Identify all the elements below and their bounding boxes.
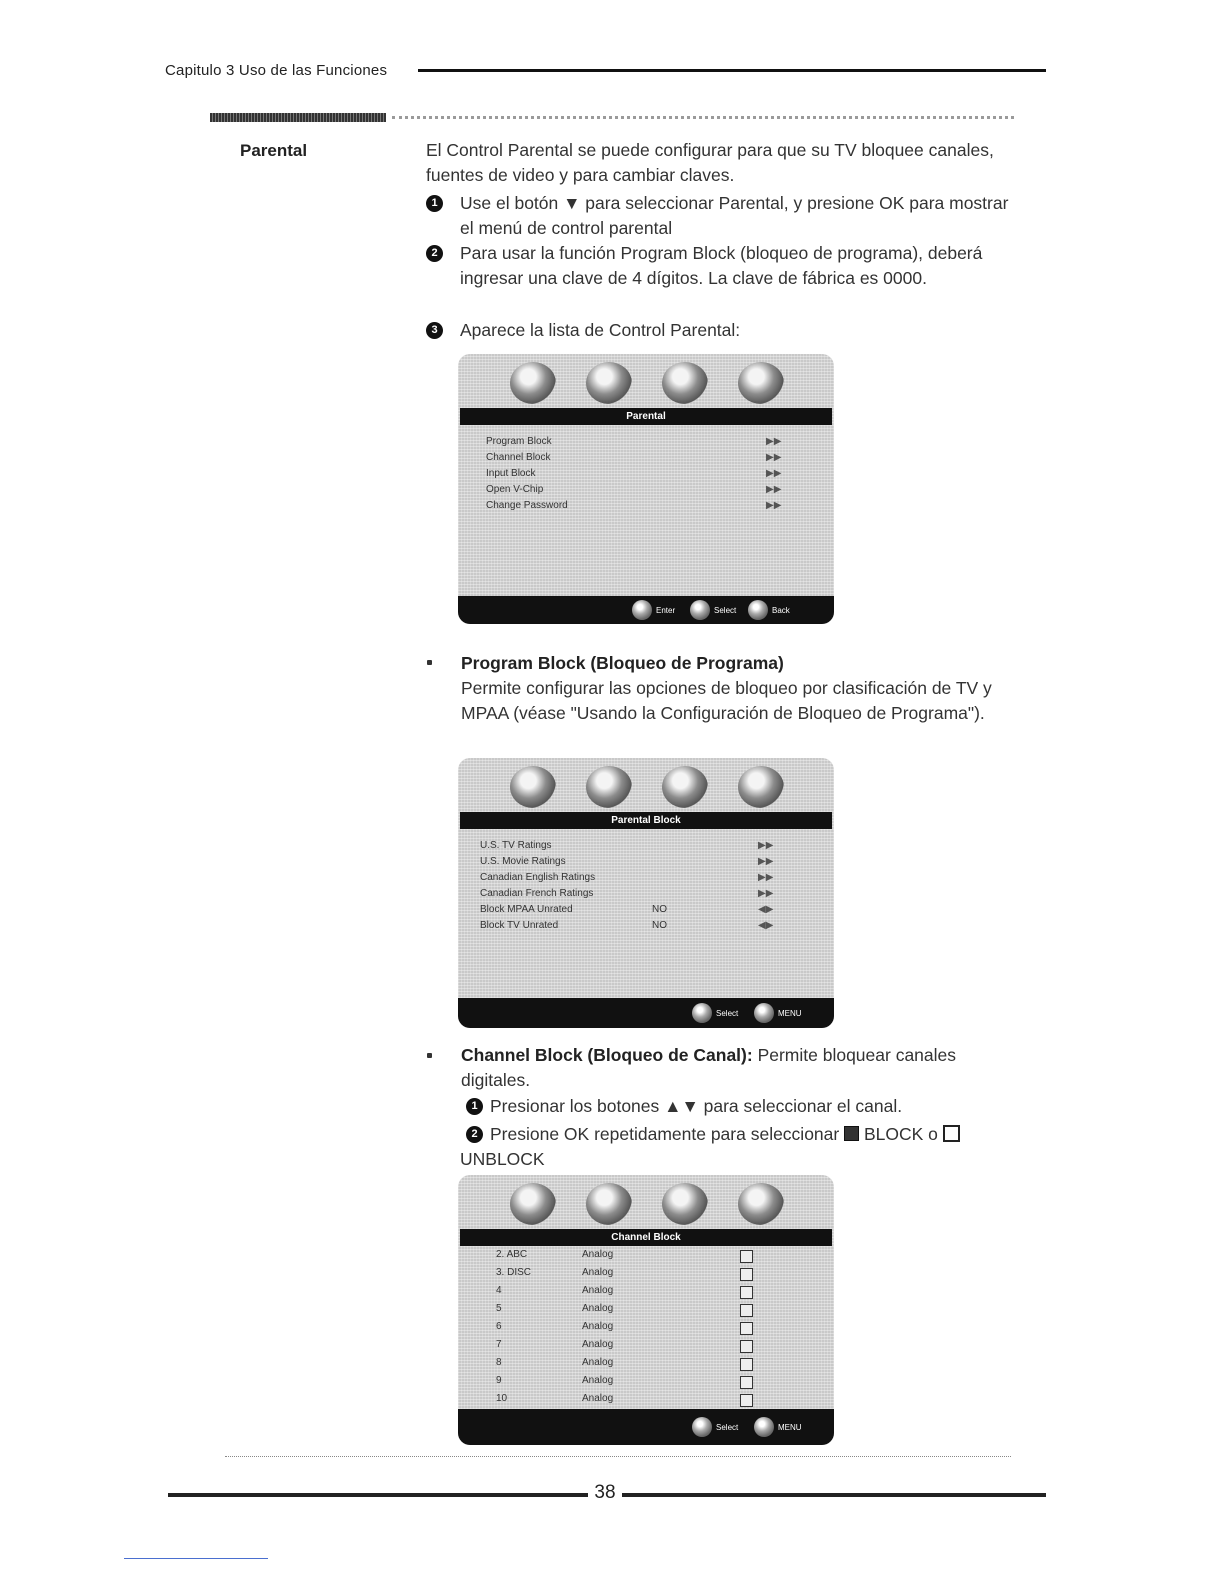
intro-paragraph: El Control Parental se puede configurar para que su TV bloquee canales, fuentes de video y para cambiar claves. — [426, 140, 994, 185]
section-bar — [210, 113, 386, 122]
footer-label-menu: MENU — [778, 1009, 802, 1018]
menu-item[interactable]: Canadian French Ratings — [480, 888, 594, 899]
channel-number[interactable]: 9 — [496, 1375, 502, 1386]
menu-title: Parental Block — [460, 812, 832, 829]
chapter-header: Capitulo 3 Uso de las Funciones — [165, 62, 388, 79]
menu-button-icon — [754, 1417, 774, 1437]
channel-block-menu-screen — [458, 1175, 834, 1445]
step-2-text: Para usar la función Program Block (bloqueo de programa), deberá ingresar una clave de 4 dígitos. La clave de fábrica es 0000. — [460, 243, 983, 288]
picture-icon — [510, 766, 556, 808]
step-number-2: 2 — [426, 245, 443, 262]
channel-step-2-text-before: Presione OK repetidamente para seleccionar — [490, 1124, 840, 1144]
channel-number[interactable]: 10 — [496, 1393, 508, 1404]
menu-icon-bar — [458, 1175, 834, 1231]
bullet — [427, 660, 432, 665]
footer-label-select: Select — [716, 1009, 739, 1018]
arrow-right-icon: ▶▶ — [758, 840, 774, 851]
channel-number[interactable]: 4 — [496, 1285, 502, 1296]
block-label: BLOCK o — [863, 1124, 938, 1144]
step-1-text: Use el botón ▼ para seleccionar Parental, y presione OK para mostrar el menú de control parental — [460, 193, 1009, 238]
arrow-left-right-icon: ◀▶ — [758, 920, 774, 931]
menu-button-icon — [748, 600, 768, 620]
channel-checkbox[interactable] — [740, 1322, 753, 1335]
arrow-right-icon: ▶▶ — [766, 468, 782, 479]
channel-type: Analog — [582, 1357, 614, 1368]
picture-icon — [510, 1183, 556, 1225]
channel-number[interactable]: 7 — [496, 1339, 502, 1350]
channel-type: Analog — [582, 1321, 614, 1332]
footer-rule-right — [622, 1493, 1046, 1497]
step-number-2: 2 — [466, 1126, 483, 1143]
channel-checkbox[interactable] — [740, 1250, 753, 1263]
program-block-heading: Program Block (Bloqueo de Programa) — [461, 653, 784, 673]
channel-step-2-text — [490, 1122, 1010, 1147]
picture-icon — [510, 362, 556, 404]
arrow-right-icon: ▶▶ — [758, 888, 774, 899]
footer-label-select: Select — [716, 1423, 739, 1432]
menu-item[interactable]: U.S. Movie Ratings — [480, 856, 566, 867]
arrow-left-right-icon: ◀▶ — [758, 904, 774, 915]
channel-type: Analog — [582, 1249, 614, 1260]
setup-icon — [738, 1183, 784, 1225]
page-edge-line — [124, 1558, 268, 1559]
menu-item-value: NO — [652, 920, 667, 931]
channel-checkbox[interactable] — [740, 1304, 753, 1317]
channel-checkbox[interactable] — [740, 1340, 753, 1353]
step-number-1: 1 — [426, 195, 443, 212]
arrow-right-icon: ▶▶ — [766, 500, 782, 511]
channel-number[interactable]: 6 — [496, 1321, 502, 1332]
channel-number[interactable]: 3. DISC — [496, 1267, 532, 1278]
parental-block-menu-screen — [458, 758, 834, 1028]
section-title: Parental — [240, 141, 308, 160]
arrow-right-icon: ▶▶ — [766, 436, 782, 447]
setup-icon — [738, 362, 784, 404]
channel-block-text: Permite bloquear canales digitales. — [461, 1045, 957, 1090]
channel-number[interactable]: 5 — [496, 1303, 502, 1314]
step-3-text: Aparece la lista de Control Parental: — [460, 320, 741, 340]
arrow-right-icon: ▶▶ — [758, 872, 774, 883]
menu-item[interactable]: Change Password — [486, 500, 568, 511]
channel-icon — [662, 362, 708, 404]
menu-item[interactable]: Block MPAA Unrated — [480, 904, 573, 915]
menu-item[interactable]: Program Block — [486, 436, 552, 447]
menu-item[interactable]: Block TV Unrated — [480, 920, 559, 931]
bottom-dotted-rule — [225, 1456, 1011, 1457]
ok-button-icon — [632, 600, 652, 620]
sound-icon — [586, 362, 632, 404]
bullet — [427, 1053, 432, 1058]
menu-item[interactable]: Canadian English Ratings — [480, 872, 596, 883]
channel-type: Analog — [582, 1303, 614, 1314]
menu-icon-bar — [458, 354, 834, 410]
page-number: 38 — [594, 1482, 616, 1503]
menu-title: Parental — [460, 408, 832, 425]
footer-label-enter: Enter — [656, 606, 676, 615]
menu-item[interactable]: Channel Block — [486, 452, 551, 463]
menu-item[interactable]: Input Block — [486, 468, 536, 479]
channel-number[interactable]: 2. ABC — [496, 1249, 528, 1260]
footer-rule-left — [168, 1493, 588, 1497]
channel-checkbox[interactable] — [740, 1394, 753, 1407]
menu-button-icon — [754, 1003, 774, 1023]
channel-type: Analog — [582, 1267, 614, 1278]
channel-type: Analog — [582, 1285, 614, 1296]
section-dotted-rule — [392, 116, 1014, 119]
checked-box-icon — [844, 1126, 859, 1141]
channel-step-1-text: Presionar los botones ▲▼ para seleccionar el canal. — [490, 1096, 903, 1116]
menu-footer — [458, 596, 834, 624]
channel-block-paragraph — [461, 1043, 1011, 1093]
channel-block-heading: Channel Block (Bloqueo de Canal): — [461, 1045, 753, 1065]
menu-item-value: NO — [652, 904, 667, 915]
menu-item[interactable]: Open V-Chip — [486, 484, 544, 495]
channel-checkbox[interactable] — [740, 1268, 753, 1281]
footer-label-select: Select — [714, 606, 737, 615]
menu-footer — [458, 998, 834, 1028]
menu-icon-bar — [458, 758, 834, 814]
arrow-right-icon: ▶▶ — [766, 452, 782, 463]
channel-type: Analog — [582, 1339, 614, 1350]
step-number-3: 3 — [426, 322, 443, 339]
empty-box-icon — [943, 1125, 960, 1142]
setup-icon — [738, 766, 784, 808]
channel-checkbox[interactable] — [740, 1286, 753, 1299]
footer-label-menu: MENU — [778, 1423, 802, 1432]
channel-number[interactable]: 8 — [496, 1357, 502, 1368]
dpad-icon — [690, 600, 710, 620]
sound-icon — [586, 766, 632, 808]
channel-type: Analog — [582, 1393, 614, 1404]
arrow-right-icon: ▶▶ — [758, 856, 774, 867]
dpad-icon — [692, 1003, 712, 1023]
channel-icon — [662, 1183, 708, 1225]
header-rule — [418, 69, 1046, 72]
unblock-label: UNBLOCK — [460, 1149, 545, 1169]
channel-type: Analog — [582, 1375, 614, 1386]
step-number-1: 1 — [466, 1098, 483, 1115]
channel-checkbox[interactable] — [740, 1376, 753, 1389]
menu-title: Channel Block — [460, 1229, 832, 1246]
channel-icon — [662, 766, 708, 808]
channel-checkbox[interactable] — [740, 1358, 753, 1371]
menu-footer — [458, 1409, 834, 1445]
footer-label-back: Back — [772, 606, 790, 615]
arrow-right-icon: ▶▶ — [766, 484, 782, 495]
parental-menu-screen — [458, 354, 834, 624]
program-block-text: Permite configurar las opciones de bloqueo por clasificación de TV y MPAA (véase "Usando la Configuración de Bloqueo de Programa"). — [461, 678, 992, 723]
menu-item[interactable]: U.S. TV Ratings — [480, 840, 552, 851]
dpad-icon — [692, 1417, 712, 1437]
sound-icon — [586, 1183, 632, 1225]
